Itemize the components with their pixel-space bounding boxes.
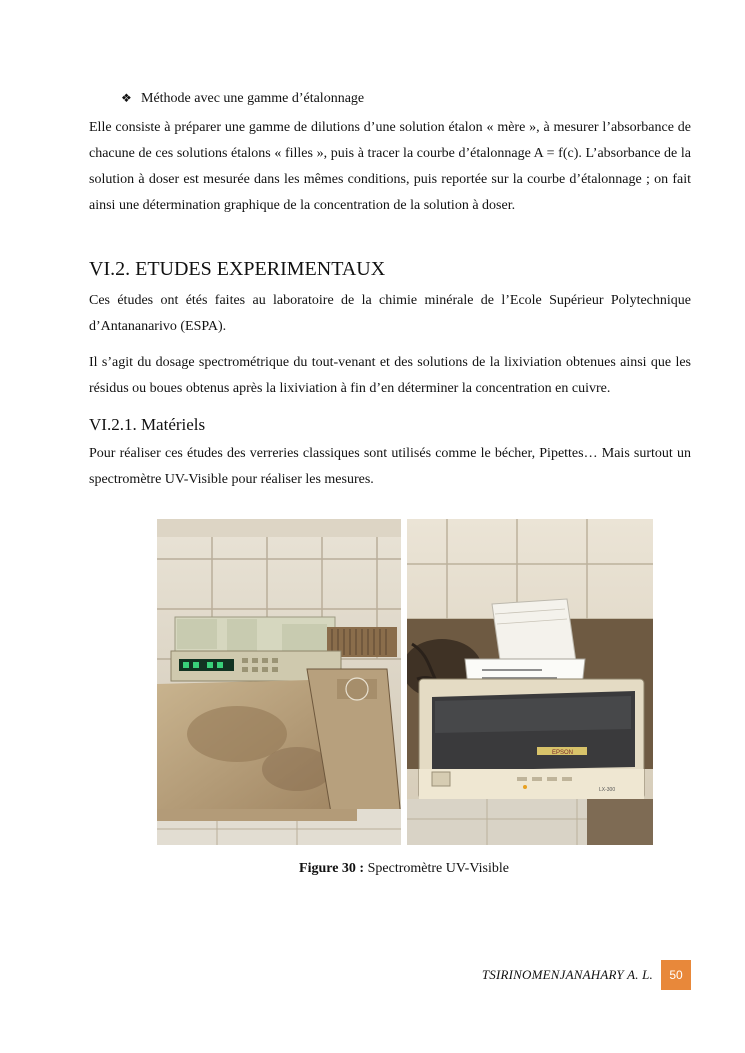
figure-label: Figure 30 :: [299, 861, 365, 876]
section-heading: VI.2. ETUDES EXPERIMENTAUX: [89, 258, 386, 280]
figure-title: Spectromètre UV-Visible: [367, 861, 509, 876]
diamond-bullet-icon: ❖: [121, 91, 132, 105]
paragraph-calibration-method: Elle consiste à préparer une gamme de dilutions d’une solution étalon « mère », à mesurer l’absorbance de chacune de ces solutions étalons « filles », puis à tracer la courbe d’étalonnage A = f(c). L’absorbance de la solution à doser est mesurée dans les mêmes conditions, puis reportée sur la courbe d’étalonnage ; on fait ainsi une détermination graphique de la concentration de la solution à doser.: [89, 120, 691, 213]
figure-caption: [0, 859, 745, 879]
subsection-heading: VI.2.1. Matériels: [89, 415, 206, 434]
paragraph-materials: Pour réaliser ces études des verreries classiques sont utilisés comme le bécher, Pipettes… Mais surtout un spectromètre UV-Visible pour réaliser les mesures.: [89, 446, 691, 487]
printer-photo: [407, 519, 653, 845]
printer-model-label: LX-300: [599, 787, 616, 793]
paragraph-lab-location: Ces études ont étés faites au laboratoire de la chimie minérale de l’Ecole Supérieur Polytechnique d’Antananarivo (ESPA).: [89, 293, 691, 334]
page-number: 50: [661, 960, 691, 990]
printer-brand-label: EPSON: [552, 750, 574, 756]
footer-author: TSIRINOMENJANAHARY A. L.: [481, 967, 653, 982]
paragraph-dosage-description: Il s’agit du dosage spectrométrique du tout-venant et des solutions de la lixiviation obtenues ainsi que les résidus ou boues obtenus après la lixiviation à fin d’en déterminer la concentration en cuivre.: [89, 355, 691, 396]
bullet-text: Méthode avec une gamme d’étalonnage: [141, 91, 365, 106]
bullet-item: [121, 88, 364, 109]
spectrometer-photo: [157, 519, 401, 845]
